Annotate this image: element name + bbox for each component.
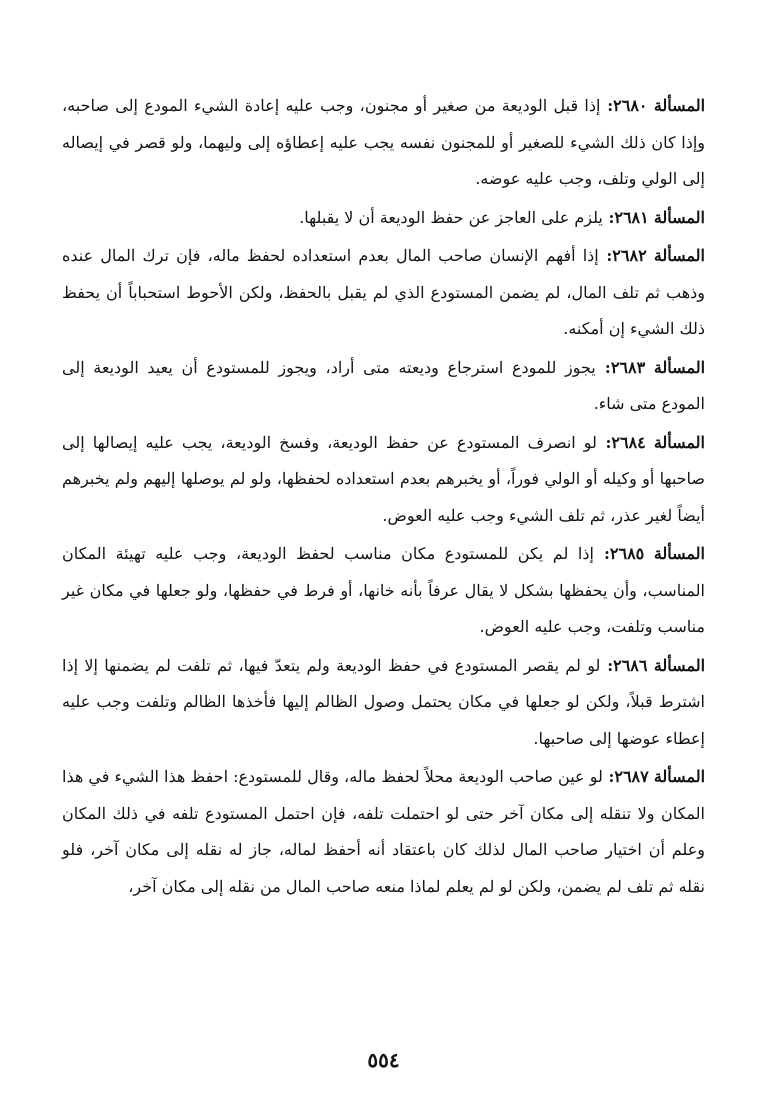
issue-label: المسألة <box>653 432 705 452</box>
issue-label: المسألة <box>653 767 706 786</box>
issue-separator: : <box>602 767 615 786</box>
issue-paragraph <box>62 238 705 350</box>
issue-separator: : <box>598 246 613 265</box>
issue-number: ٢٦٨٧ <box>614 767 649 786</box>
issue-paragraph <box>62 350 705 425</box>
issue-number: ٢٦٨٢ <box>612 246 647 265</box>
issue-number: ٢٦٨٠ <box>613 96 648 115</box>
main-text <box>62 88 705 907</box>
issue-separator: : <box>602 207 615 227</box>
issue-paragraph <box>62 425 705 537</box>
issue-separator: : <box>596 432 612 452</box>
issue-separator: : <box>595 357 611 377</box>
issue-separator: : <box>600 655 614 675</box>
issue-text: لو انصرف المستودع عن حفظ الوديعة، وفسخ الوديعة، يجب عليه إيصالها إلى صاحبها أو وكيله أو الولي فوراً، أو يخبرهم بعدم استعداده لحفظها، ولو لم يوصلها إليهم ولم يخبرهم أيضاً لغير عذر، ثم تلف الشيء وجب عليه العوض. <box>62 432 705 525</box>
issue-paragraph <box>62 759 705 907</box>
issue-number: ٢٦٨١ <box>614 207 649 227</box>
issue-text: إذا أفهم الإنسان صاحب المال بعدم استعداده لحفظ ماله، فإن ترك المال عنده وذهب ثم تلف المال، لم يضمن المستودع الذي لم يقبل بالحفظ، ولكن الأحوط استحباباً أن يحفظ ذلك الشيء إن أمكنه. <box>62 246 706 338</box>
issue-paragraph <box>62 648 705 760</box>
page-number: ٥٥٤ <box>367 1048 400 1072</box>
issue-separator: : <box>593 544 610 563</box>
issue-text: لو لم يقصر المستودع في حفظ الوديعة ولم يتعدّ فيها، ثم تلفت لم يضمنها إلا إذا اشترط قبلاً، ولكن لو جعلها في مكان يحتمل وصول الظالم إليها فأخذها الظالم وتلفت وجب عليه إعطاء عوضها إلى صاحبها. <box>62 655 705 748</box>
issue-text: إذا قبل الوديعة من صغير أو مجنون، وجب عليه إعادة الشيء المودع إلى صاحبه، وإذا كان ذلك الشيء للصغير أو للمجنون نفسه يجب عليه إعطاؤه إلى وليهما، ولو قصر في إيصاله إلى الولي وتلف، وجب عليه عوضه. <box>62 96 705 188</box>
issue-label: المسألة <box>653 96 706 115</box>
issue-label: المسألة <box>653 246 705 265</box>
issue-number: ٢٦٨٦ <box>613 655 648 675</box>
issue-number: ٢٦٨٤ <box>611 432 646 452</box>
issue-text: يلزم على العاجز عن حفظ الوديعة أن لا يقبلها. <box>299 207 603 227</box>
issue-paragraph <box>62 200 705 239</box>
issue-label: المسألة <box>653 207 705 227</box>
issue-paragraph <box>62 88 705 200</box>
issue-label: المسألة <box>653 357 706 377</box>
issue-paragraph <box>62 536 705 648</box>
issue-number: ٢٦٨٥ <box>609 544 645 563</box>
issue-number: ٢٦٨٣ <box>610 357 646 377</box>
issue-text: يجوز للمودع استرجاع وديعته متى أراد، ويجوز للمستودع أن يعيد الوديعة إلى المودع متى شاء. <box>62 357 705 413</box>
issue-text: إذا لم يكن للمستودع مكان مناسب لحفظ الوديعة، وجب عليه تهيئة المكان المناسب، وأن يحفظها بشكل لا يقال عرفاً بأنه خانها، أو فرط في حفظها، ولو جعلها في مكان غير مناسب وتلفت، وجب عليه العوض. <box>62 544 705 636</box>
issue-label: المسألة <box>653 544 705 563</box>
issue-text: لو عين صاحب الوديعة محلاً لحفظ ماله، وقال للمستودع: احفظ هذا الشيء في هذا المكان ولا تنقله إلى مكان آخر حتى لو احتملت تلفه، فإن احتمل المستودع تلفه في ذلك المكان وعلم أن اختيار صاحب المال لذلك كان باعتقاد أنه أحفظ لماله، جاز له نقله إلى مكان آخر، فلو نقله ثم تلف لم يضمن، ولكن لو لم يعلم لماذا منعه صاحب المال من نقله إلى مكان آخر، <box>62 767 705 896</box>
issue-label: المسألة <box>653 655 706 675</box>
issue-separator: : <box>600 96 614 115</box>
